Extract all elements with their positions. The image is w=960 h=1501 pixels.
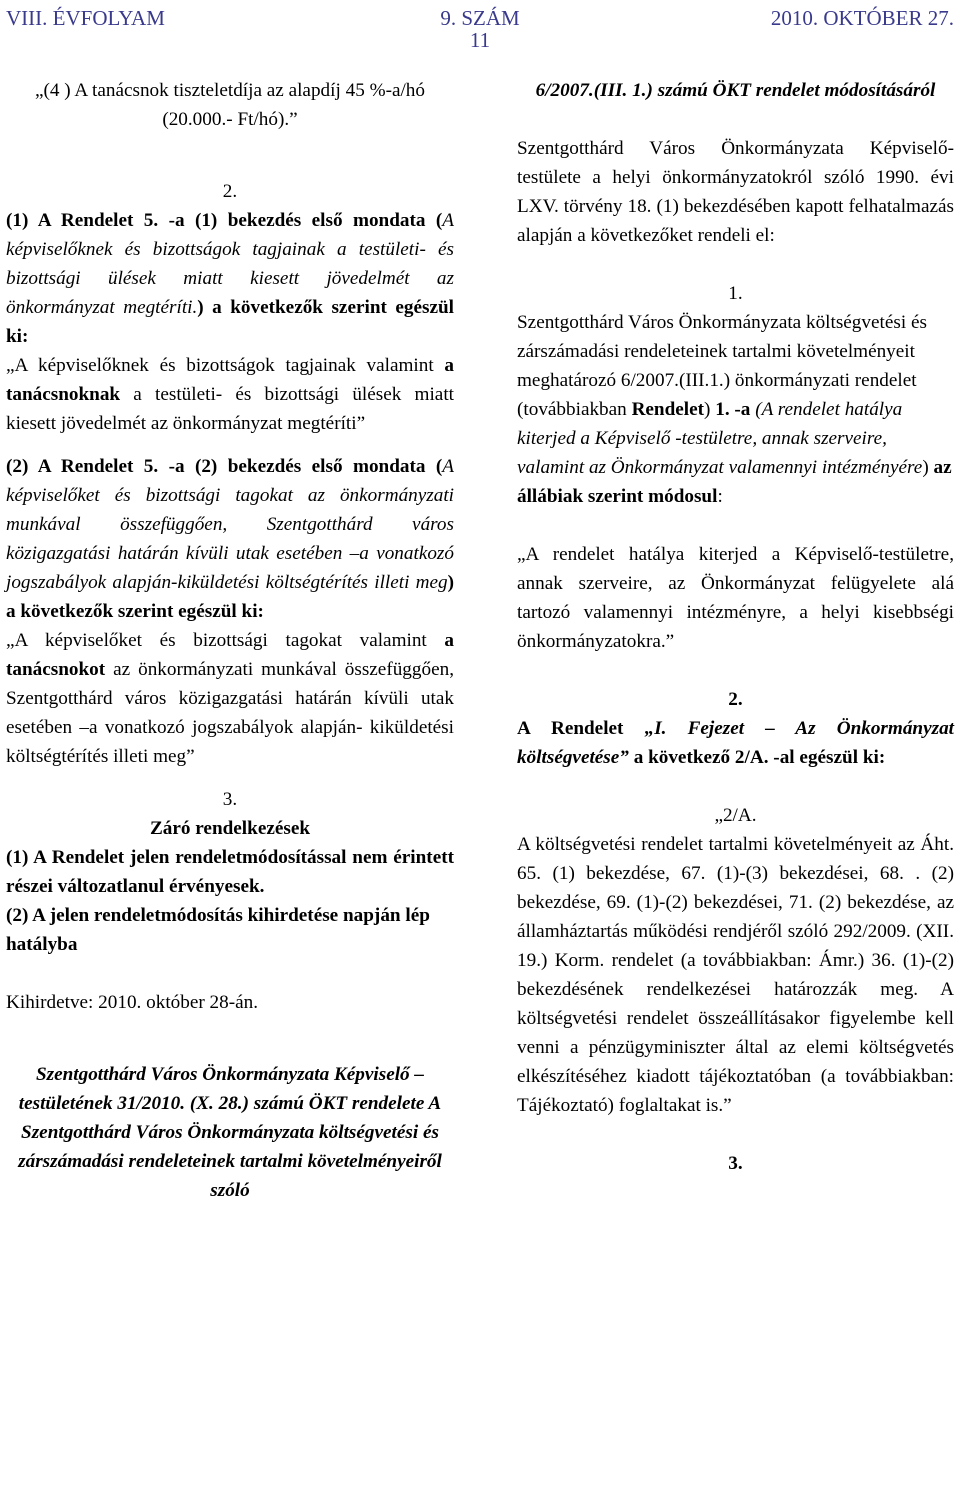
section-1-number: 1. bbox=[728, 283, 743, 304]
section-3-paragraph-1: (1) A Rendelet jelen rendeletmódosítással nem érintett részei változatlanul érvényesek. bbox=[6, 847, 454, 897]
section-2-number: 2. bbox=[222, 181, 238, 202]
preamble: Szentgotthárd Város Önkormányzata Képviselő-testülete a helyi önkormányzatokról szóló 1990. évi LXV. törvény 18. (1) bekezdésében kapott felhatalmazás alapján a következőket rendeli el: bbox=[517, 138, 954, 246]
right-column bbox=[517, 76, 954, 1178]
section-3-title: Záró rendelkezések bbox=[149, 818, 311, 839]
page-header bbox=[6, 6, 954, 56]
left-column bbox=[6, 76, 454, 1205]
section-2a-number: „2/A. bbox=[714, 805, 757, 826]
section-2-text: A Rendelet „I. Fejezet – Az Önkormányzat költségvetése” a következő 2/A. -al egészül ki: bbox=[517, 718, 954, 768]
volume-label: VIII. ÉVFOLYAM bbox=[6, 6, 165, 30]
section-2-number: 2. bbox=[728, 689, 743, 710]
quote-2: „A képviselőket és bizottsági tagokat valamint a tanácsnokot az önkormányzati munkával összefüggően, Szentgotthárd város közigazgatási határán kívüli utak esetében –a vonatkozó jogszabályok alapján- kiküldetési költségtérítés illeti meg” bbox=[6, 630, 454, 767]
page-number: 11 bbox=[469, 28, 491, 52]
issue-label: 9. SZÁM bbox=[440, 6, 520, 30]
section-3-paragraph-2: (2) A jelen rendeletmódosítás kihirdetése napján lép hatályba bbox=[6, 905, 430, 955]
section-3-number: 3. bbox=[222, 789, 238, 810]
decree-title: 6/2007.(III. 1.) számú ÖKT rendelet módosításáról bbox=[535, 80, 936, 101]
next-decree-title: Szentgotthárd Város Önkormányzata Képviselő – testületének 31/2010. (X. 28.) számú ÖKT rendelete A Szentgotthárd Város Önkormányzata költségvetési és zárszámadási rendeleteinek tartalmi követelményeiről szóló bbox=[18, 1064, 442, 1201]
section-1-text: Szentgotthárd Város Önkormányzata költségvetési és zárszámadási rendeleteinek tartalmi követelményeit meghatározó 6/2007.(III.1.) önkormányzati rendelet (továbbiakban Rendelet) 1. -a (A rendelet hatálya kiterjed a Képviselő -testületre, annak szerveire, valamint az Önkormányzat valamennyi intézményére) az állábiak szerint módosul: bbox=[517, 312, 952, 507]
section-3-number: 3. bbox=[728, 1153, 743, 1174]
quote-1: „A képviselőknek és bizottságok tagjainak valamint a tanácsnoknak a testületi- és bizottsági ülések miatt kiesett jövedelmét az önkormányzat megtéríti” bbox=[6, 355, 454, 434]
amendment-quote: „(4 ) A tanácsnok tiszteletdíja az alapdíj 45 %-a/hó (20.000.- Ft/hó).” bbox=[34, 80, 425, 130]
section-1-quote: „A rendelet hatálya kiterjed a Képviselő-testületre, annak szerveire, az Önkormányzat felügyelete alá tartozó valamennyi intézményre, a helyi kisebbségi önkormányzatokra.” bbox=[517, 544, 954, 652]
section-2a-text: A költségvetési rendelet tartalmi követelményeit az Áht. 65. (1) bekezdése, 67. (1)-(3) bekezdései, 68. . (2) bekezdése, 69. (1)-(2) bekezdései, 71. (2) bekezdése, az államháztartás működési rendjéről szóló 292/2009. (XII. 19.) Korm. rendelet (a továbbiakban: Ámr.) 36. (1)-(2) bekezdésének rendelkezései határozzák meg. A költségvetési rendelet összeállításakor figyelembe kell venni a pénzügyminiszter által az elemi költségvetés elkészítéséhez kiadott tájékoztatóban (a továbbiakban: Tájékoztató) foglaltakat is.” bbox=[517, 834, 954, 1116]
date-label: 2010. OKTÓBER 27. bbox=[770, 6, 954, 30]
promulgation-date: Kihirdetve: 2010. október 28-án. bbox=[6, 992, 259, 1013]
section-2-paragraph-1: (1) A Rendelet 5. -a (1) bekezdés első mondata (A képviselőknek és bizottságok tagjainak a testületi- és bizottsági ülések miatt kiesett jövedelmét az önkormányzat megtéríti.) a következők szerint egészül ki: bbox=[6, 210, 454, 347]
section-2-paragraph-2: (2) A Rendelet 5. -a (2) bekezdés első mondata (A képviselőket és bizottsági tagokat az önkormányzati munkával összefüggően, Szentgotthárd város közigazgatási határán kívüli utak esetében –a vonatkozó jogszabályok alapján-kiküldetési költségtérítés illeti meg) a következők szerint egészül ki: bbox=[6, 456, 454, 622]
